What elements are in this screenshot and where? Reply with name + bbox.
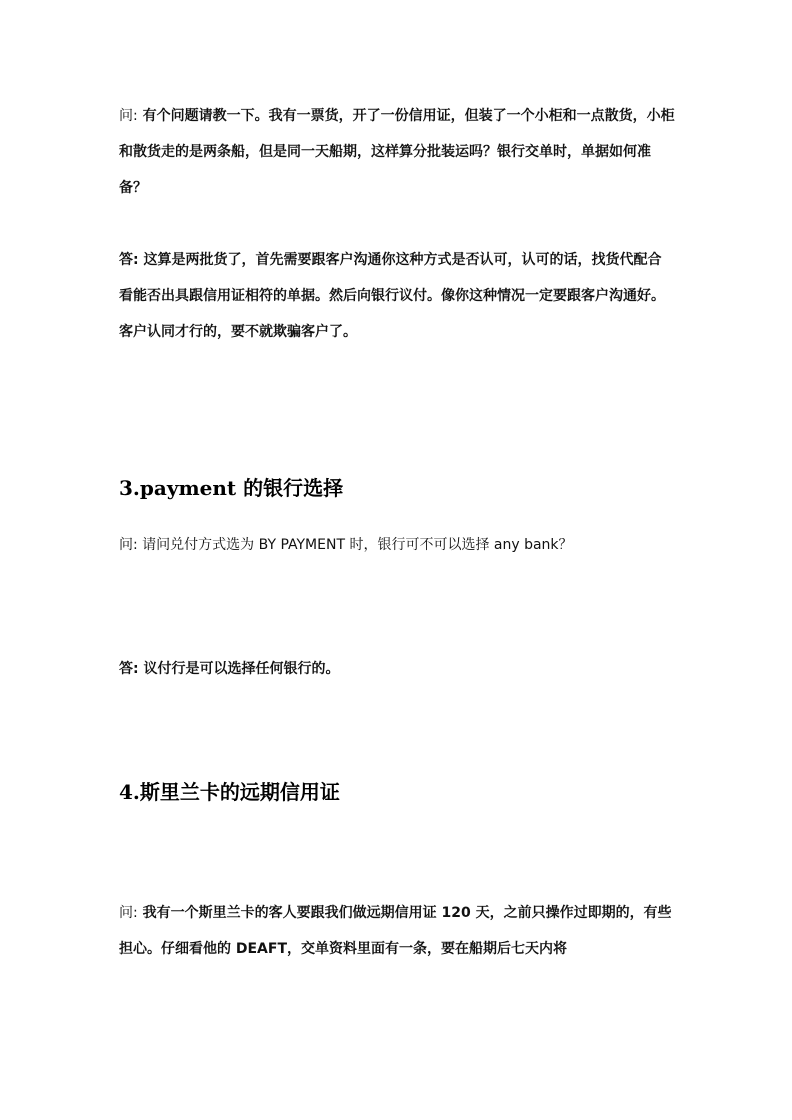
answer-text: 这算是两批货了，首先需要跟客户沟通你这种方式是否认可，认可的话，找货代配合看能否出具跟信用证相符的单据。然后向银行议付。像你这种情况一定要跟客户沟通好。客户认同才行的，要不就欺骗客户了。 [119,252,665,340]
question-text: 有个问题请教一下。我有一票货，开了一份信用证，但装了一个小柜和一点散货，小柜和散货走的是两条船，但是同一天船期，这样算分批装运吗？银行交单时，单据如何准备？ [119,108,675,196]
question-paragraph-3 [119,895,675,967]
question-paragraph-2 [119,527,675,563]
question-label: 问: [119,108,138,124]
question-label: 问: [119,537,138,553]
answer-label: 答: [119,252,139,268]
question-text: 我有一个斯里兰卡的客人要跟我们做远期信用证 120 天，之前只操作过即期的，有些担心。仔细看他的 DEAFT，交单资料里面有一条，要在船期后七天内将 [119,905,672,957]
question-text: 请问兑付方式选为 BY PAYMENT 时，银行可不可以选择 any bank？ [137,537,573,553]
question-paragraph-1 [119,98,675,206]
section-heading-4: 4.斯里兰卡的远期信用证 [119,780,340,804]
answer-paragraph-1 [119,242,675,350]
answer-label: 答: [119,661,139,677]
answer-text: 议付行是可以选择任何银行的。 [138,661,340,677]
section-heading-3: 3.payment 的银行选择 [119,476,344,500]
question-label: 问: [119,905,138,921]
answer-paragraph-2 [119,651,675,687]
